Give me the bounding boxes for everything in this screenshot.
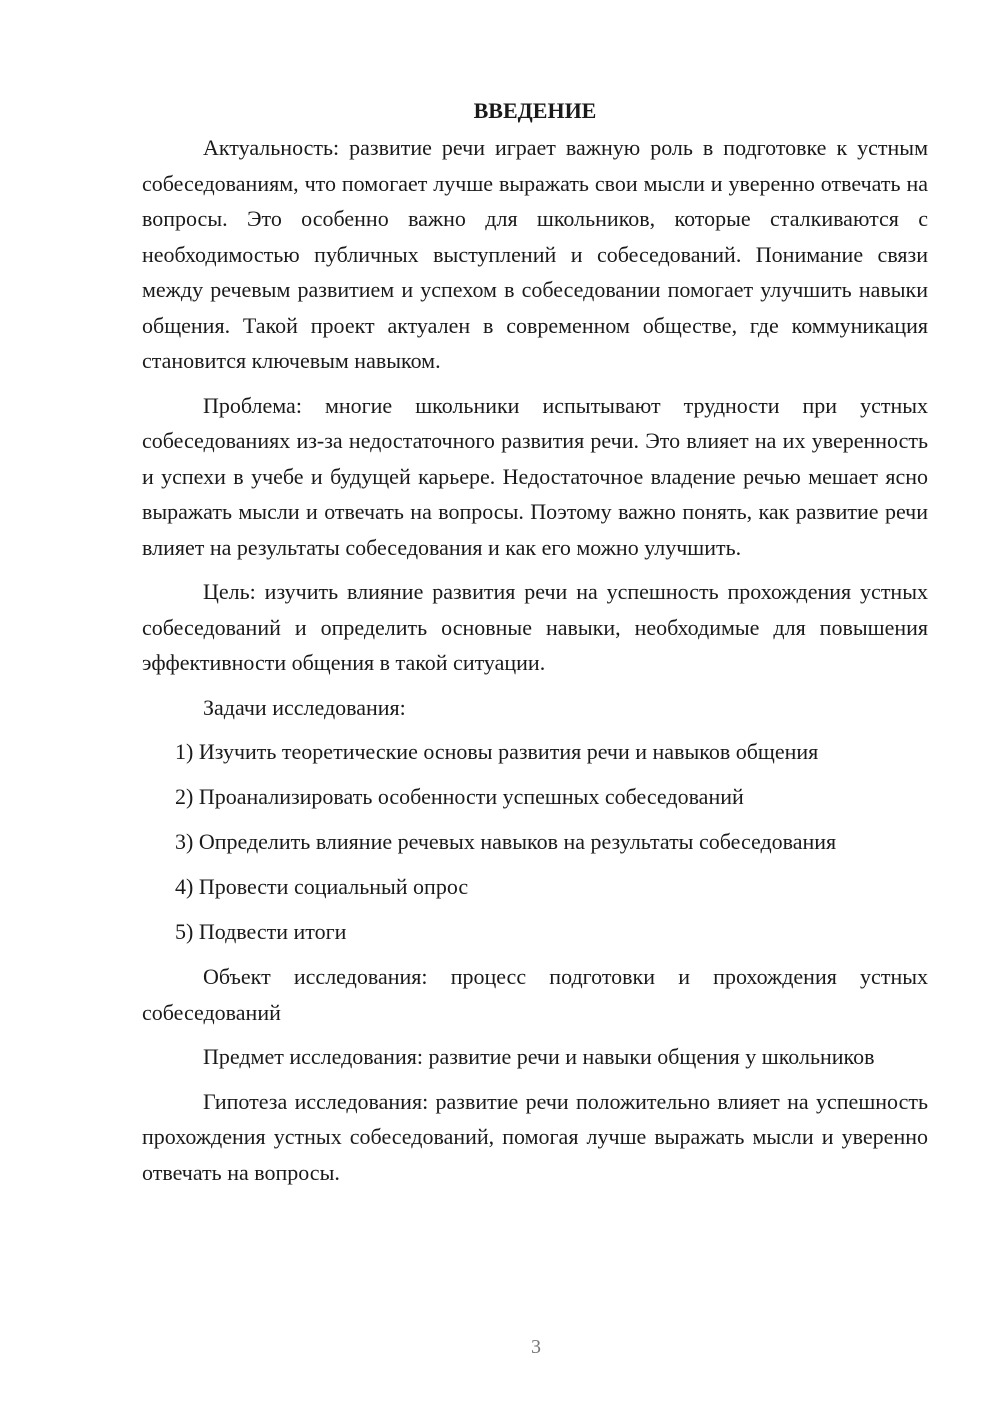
list-item [142,779,928,815]
list-item-text: Провести социальный опрос [198,874,469,899]
goal-paragraph: Цель: изучить влияние развития речи на успешность прохождения устных собеседований и определить основные навыки, необходимые для повышения эффективности общения в такой ситуации. [142,579,928,675]
page-number: 3 [531,1336,541,1358]
subject-paragraph: Предмет исследования: развитие речи и навыки общения у школьников [203,1044,875,1069]
list-item [142,734,928,770]
list-item-number: 4) [175,874,194,899]
list-item-number: 1) [175,739,194,764]
list-item-number: 5) [175,919,194,944]
task-list [142,734,928,950]
tasks-label: Задачи исследования: [203,694,406,720]
list-item [142,914,928,950]
list-item-number: 2) [175,784,194,809]
object-paragraph: Объект исследования: процесс подготовки и прохождения устных собеседований [142,964,928,1025]
problem-paragraph: Проблема: многие школьники испытывают трудности при устных собеседованиях из-за недостаточного развития речи. Это влияет на их уверенность и успехи в учебе и будущей карьере. Недостаточное владение речью мешает ясно выражать мысли и отвечать на вопросы. Поэтому важно понять, как развитие речи влияет на результаты собеседования и как его можно улучшить. [142,392,928,560]
relevance-paragraph: Актуальность: развитие речи играет важную роль в подготовке к устным собеседованиям, что помогает лучше выражать свои мысли и уверенно отвечать на вопросы. Это особенно важно для школьников, которые сталкиваются с необходимостью публичных выступлений и собеседований. Понимание связи между речевым развитием и успехом в собеседовании помогает улучшить навыки общения. Такой проект актуален в современном обществе, где коммуникация становится ключевым навыком. [142,135,928,373]
list-item-text: Определить влияние речевых навыков на результаты собеседования [198,829,837,854]
list-item-text: Изучить теоретические основы развития речи и навыков общения [198,739,819,764]
list-item-text: Подвести итоги [198,919,347,944]
list-item [142,869,928,905]
list-item [142,824,928,860]
page-title: ВВЕДЕНИЕ [473,98,597,123]
hypothesis-paragraph: Гипотеза исследования: развитие речи положительно влияет на успешность прохождения устных собеседований, помогая лучше выражать мысли и уверенно отвечать на вопросы. [142,1088,928,1185]
list-item-number: 3) [175,829,194,854]
document-page [142,96,928,1190]
list-item-text: Проанализировать особенности успешных собеседований [198,784,744,809]
